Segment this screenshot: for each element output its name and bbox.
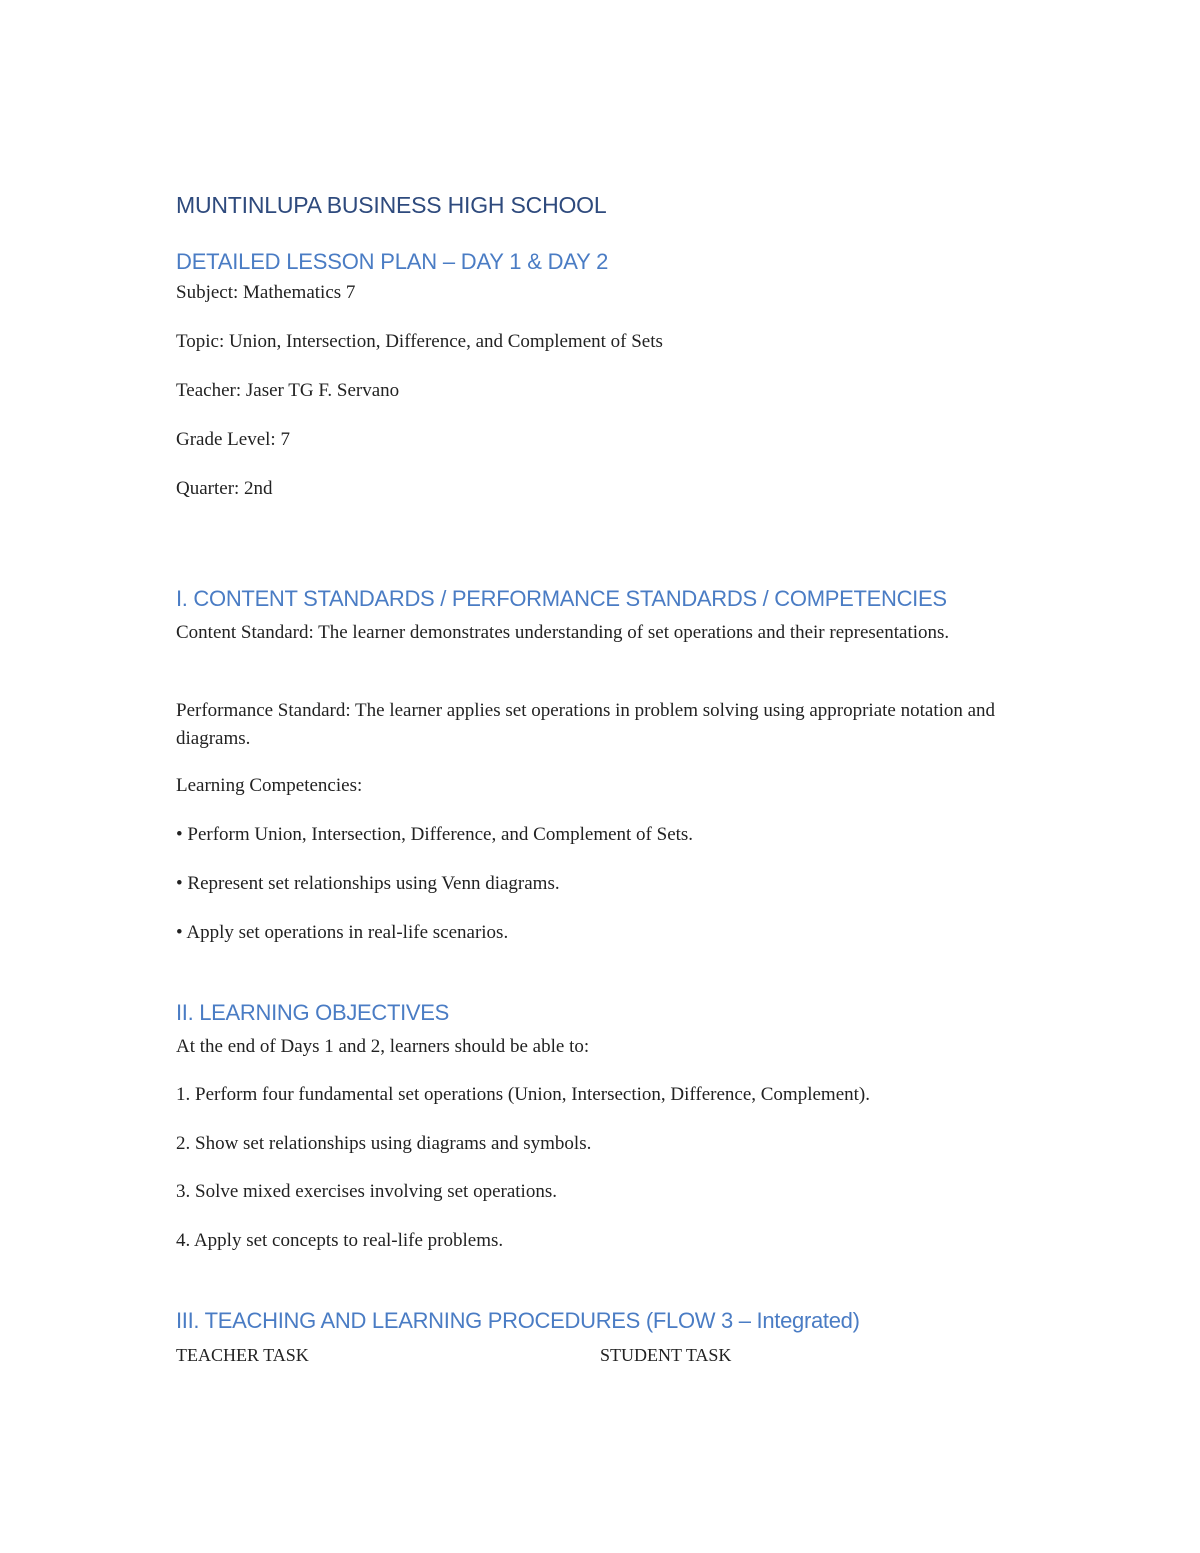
student-task-column-header: STUDENT TASK	[600, 1345, 732, 1365]
section-2-heading: II. LEARNING OBJECTIVES	[176, 1000, 450, 1025]
content-standard-paragraph: Content Standard: The learner demonstrates understanding of set operations and their representations.	[176, 622, 950, 643]
quarter-line: Quarter: 2nd	[176, 478, 273, 499]
section-1-heading: I. CONTENT STANDARDS / PERFORMANCE STANDARDS / COMPETENCIES	[176, 586, 947, 611]
objectives-intro: At the end of Days 1 and 2, learners should be able to:	[176, 1036, 590, 1057]
teacher-line: Teacher: Jaser TG F. Servano	[176, 380, 400, 401]
objective-item-1: 1. Perform four fundamental set operations (Union, Intersection, Difference, Complement).	[176, 1084, 870, 1105]
competency-item-2: • Represent set relationships using Venn diagrams.	[176, 873, 560, 894]
topic-line: Topic: Union, Intersection, Difference, and Complement of Sets	[176, 331, 663, 352]
objective-item-4: 4. Apply set concepts to real-life problems.	[176, 1230, 504, 1251]
school-name-heading: MUNTINLUPA BUSINESS HIGH SCHOOL	[176, 192, 607, 218]
lesson-plan-title: DETAILED LESSON PLAN – DAY 1 & DAY 2	[176, 249, 609, 274]
competency-item-3: • Apply set operations in real-life scenarios.	[176, 922, 509, 943]
objective-item-2: 2. Show set relationships using diagrams and symbols.	[176, 1133, 592, 1154]
subject-line: Subject: Mathematics 7	[176, 282, 356, 303]
performance-standard-paragraph: Performance Standard: The learner applies set operations in problem solving using appropriate notation and diagrams.	[176, 700, 996, 749]
grade-level-line: Grade Level: 7	[176, 429, 290, 450]
objective-item-3: 3. Solve mixed exercises involving set operations.	[176, 1181, 557, 1202]
competency-item-1: • Perform Union, Intersection, Difference, and Complement of Sets.	[176, 824, 694, 845]
section-3-heading: III. TEACHING AND LEARNING PROCEDURES (FLOW 3 – Integrated)	[176, 1308, 860, 1333]
teacher-task-column-header: TEACHER TASK	[176, 1345, 309, 1365]
competencies-label: Learning Competencies:	[176, 775, 363, 796]
